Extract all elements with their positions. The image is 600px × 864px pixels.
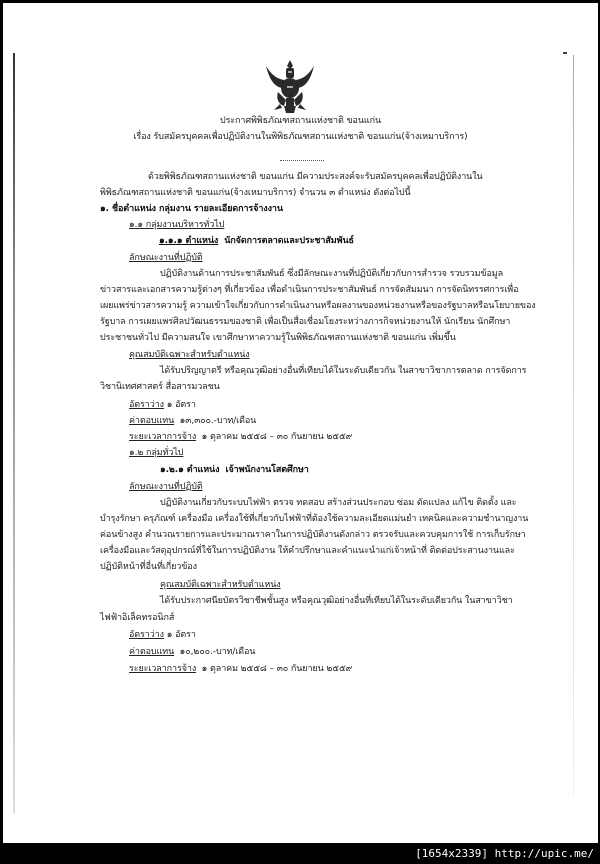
qual-1-label: คุณสมบัติเฉพาะสำหรับตำแหน่ง <box>129 350 250 360</box>
pay-2-label: ค่าตอบแทน <box>129 647 175 657</box>
vacancy-2-label: อัตราว่าง <box>129 630 164 640</box>
duties-2-line: ปฏิบัติงานเกี่ยวกับระบบไฟฟ้า ตรวจ ทดสอบ สร้างส่วนประกอบ ซ่อม ดัดแปลง แก้ไข ติดตั้ง และ <box>160 498 517 508</box>
group-2-title: ๑.๒ กลุ่มทั่วไป <box>129 448 184 458</box>
duties-2-line: บำรุงรักษา ครุภัณฑ์ เครื่องมือ เครื่องใช้ที่เกี่ยวกับไฟฟ้าที่ต้องใช้ความละเอียดแม่นยำ เทคนิคและความชำนาญงาน <box>100 514 529 524</box>
scan-edge-right <box>573 55 574 795</box>
duties-1-line: ข่าวสารและเอกสารความรู้ต่างๆ ที่เกี่ยวข้อง เพื่อดำเนินการประชาสัมพันธ์ การจัดสัมมนา การจัดนิทรรศการเพื่อ <box>100 285 519 295</box>
vacancy-1-label: อัตราว่าง <box>129 400 164 410</box>
pay-1-value: ๑๓,๓๐๐.-บาท/เดือน <box>179 416 257 426</box>
pay-2-value: ๑๐,๒๐๐.-บาท/เดือน <box>179 647 256 657</box>
duties-1-line: เผยแพร่ข่าวสารความรู้ ความเข้าใจเกี่ยวกับการดำเนินงานหรือผลงานของหน่วยงานหรือของรัฐบาลหรือนโยบายของ <box>100 301 536 311</box>
vacancy-1 <box>129 399 196 411</box>
document-page <box>3 3 598 843</box>
garuda-emblem-icon <box>264 58 316 114</box>
duties-2-line: ปฏิบัติหน้าที่อื่นที่เกี่ยวข้อง <box>100 562 197 572</box>
duties-1-line: ประชาชนทั่วไป มีความสนใจ เขาศึกษาหาความรู้ในพิพิธภัณฑสถานแห่งชาติ ขอนแก่น เพิ่มขึ้น <box>100 333 456 343</box>
position-1-name: นักจัดการตลาดและประชาสัมพันธ์ <box>224 236 354 246</box>
scan-edge-left <box>13 53 15 813</box>
position-1-label: ๑.๑.๑ ตำแหน่ง <box>159 236 219 246</box>
vacancy-1-value: ๑ อัตรา <box>166 400 196 410</box>
duties-2-line: เครื่องมือและวัสดุอุปกรณ์ที่ใช้ในการปฏิบัติงาน ให้คำปรึกษาและคำแนะนำแก่เจ้าหน้าที่ ติดต่อประสานงานและ <box>100 546 515 556</box>
qual-2-line: ได้รับประกาศนียบัตรวิชาชีพชั้นสูง หรือคุณวุฒิอย่างอื่นที่เทียบได้ในระดับเดียวกัน ในสาขาวิชา <box>160 596 513 606</box>
position-2-label: ๑.๒.๑ ตำแหน่ง <box>160 465 220 475</box>
pay-2 <box>129 646 255 658</box>
image-info-link[interactable]: [1654x2339] http://upic.me/ <box>415 847 594 860</box>
announcement-heading: ประกาศพิพิธภัณฑสถานแห่งชาติ ขอนแก่น <box>219 116 382 126</box>
position-2-heading <box>160 464 309 476</box>
duties-1-label: ลักษณะงานที่ปฏิบัติ <box>129 253 203 263</box>
period-2-value: ๑ ตุลาคม ๒๕๕๘ – ๓๐ กันยายน ๒๕๕๙ <box>201 664 353 674</box>
qual-2-line: ไฟฟ้าอิเล็คทรอนิกส์ <box>100 613 175 623</box>
position-1-heading <box>159 235 354 247</box>
group-1-title: ๑.๑ กลุ่มงานบริหารทั่วไป <box>129 220 225 230</box>
position-2-name: เจ้าพนักงานโสตศึกษา <box>225 465 309 475</box>
vacancy-2-value: ๑ อัตรา <box>166 630 196 640</box>
period-2 <box>129 663 352 675</box>
intro-line-1: ด้วยพิพิธภัณฑสถานแห่งชาติ ขอนแก่น มีความประสงค์จะรับสมัครบุคคลเพื่อปฏิบัติงานใน <box>148 172 483 182</box>
vacancy-2 <box>129 629 196 641</box>
period-1 <box>129 431 352 443</box>
image-host-footer <box>0 843 600 864</box>
pay-1 <box>129 415 256 427</box>
period-1-value: ๑ ตุลาคม ๒๕๕๘ – ๓๐ กันยายน ๒๕๕๙ <box>201 432 353 442</box>
section-1-title: ๑. ชื่อตำแหน่ง กลุ่มงาน รายละเอียดการจ้างงาน <box>100 204 283 214</box>
duties-2-line: ค่อนข้างสูง คำนวณรายการและประมาณราคาในการปฏิบัติงานดังกล่าว ตรวจรับและควบคุมการใช้ การเก็บรักษา <box>100 530 526 540</box>
announcement-subject: เรื่อง รับสมัครบุคคลเพื่อปฏิบัติงานในพิพิธภัณฑสถานแห่งชาติ ขอนแก่น(จ้างเหมาบริการ) <box>133 132 468 142</box>
scan-mark <box>563 52 567 54</box>
period-2-label: ระยะเวลาการจ้าง <box>129 664 197 674</box>
duties-2-label: ลักษณะงานที่ปฏิบัติ <box>129 482 203 492</box>
duties-1-line: รัฐบาล การเผยแพร่ศิลปวัฒนธรรมของชาติ เพื่อเป็นสื่อเชื่อมโยงระหว่างภารกิจหน่วยงานให้ นักเรียน นักศึกษา <box>100 317 511 327</box>
intro-line-2: พิพิธภัณฑสถานแห่งชาติ ขอนแก่น(จ้างเหมาบริการ) จำนวน ๓ ตำแหน่ง ดังต่อไปนี้ <box>100 188 411 198</box>
pay-1-label: ค่าตอบแทน <box>129 416 175 426</box>
qual-1-line: ได้รับปริญญาตรี หรือคุณวุฒิอย่างอื่นที่เทียบได้ในระดับเดียวกัน ในสาขาวิชาการตลาด การจัดการ <box>160 366 527 376</box>
separator-dots <box>280 160 324 162</box>
duties-1-line: ปฏิบัติงานด้านการประชาสัมพันธ์ ซึ่งมีลักษณะงานที่ปฏิบัติเกี่ยวกับการสำรวจ รวบรวมข้อมูล <box>160 269 504 279</box>
qual-2-label: คุณสมบัติเฉพาะสำหรับตำแหน่ง <box>160 580 281 590</box>
period-1-label: ระยะเวลาการจ้าง <box>129 432 197 442</box>
qual-1-line: วิชานิเทศศาสตร์ สื่อสารมวลชน <box>100 382 220 392</box>
